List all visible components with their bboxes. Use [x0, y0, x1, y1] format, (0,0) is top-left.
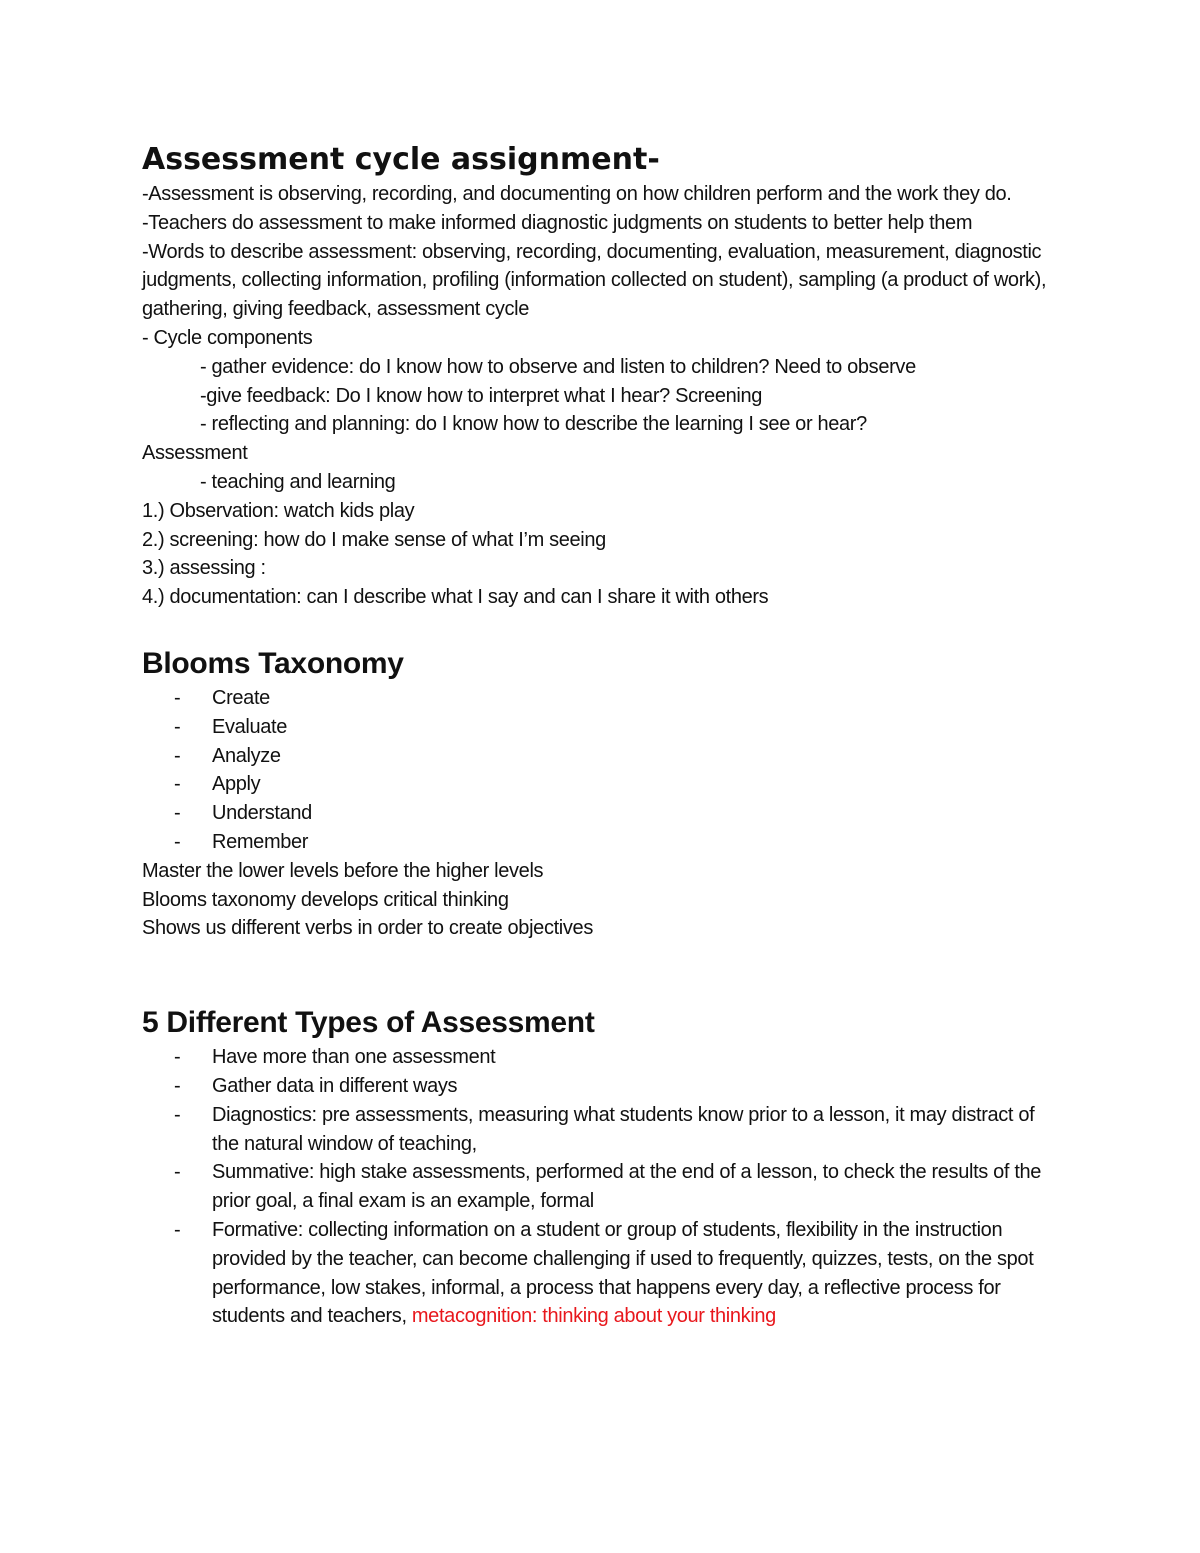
blooms-note-2: Blooms taxonomy develops critical thinking	[142, 888, 509, 911]
blooms-level-analyze: Analyze	[212, 744, 281, 767]
dash-marker: -	[174, 830, 181, 853]
numbered-item-4: 4.) documentation: can I describe what I say and can I share it with others	[142, 586, 769, 609]
list-item	[142, 713, 1060, 742]
types-heading: 5 Different Types of Assessment	[142, 1006, 595, 1040]
list-item	[142, 799, 1060, 828]
blooms-note-1: Master the lower levels before the higher levels	[142, 859, 544, 882]
list-item	[142, 1101, 1060, 1159]
blooms-heading: Blooms Taxonomy	[142, 646, 404, 680]
dash-marker: -	[174, 744, 181, 767]
cycle-component-teaching: - teaching and learning	[200, 470, 396, 493]
types-item-diagnostics: Diagnostics: pre assessments, measuring what students know prior to a lesson, it may distract of the natural window of teaching,	[212, 1103, 1035, 1155]
intro-paragraph-2: -Teachers do assessment to make informed diagnostic judgments on students to better help them	[142, 211, 973, 234]
blooms-note-3: Shows us different verbs in order to create objectives	[142, 917, 593, 940]
cycle-components-label: - Cycle components	[142, 326, 313, 349]
dash-marker: -	[174, 802, 181, 825]
dash-marker: -	[174, 1161, 181, 1184]
list-item	[142, 1216, 1060, 1331]
types-item-gather-data: Gather data in different ways	[212, 1074, 458, 1097]
list-item	[142, 770, 1060, 799]
dash-marker: -	[174, 1218, 181, 1241]
intro-paragraph-1: -Assessment is observing, recording, and documenting on how children perform and the work they do.	[142, 183, 1012, 205]
list-item	[142, 684, 1060, 713]
types-item-more-than-one: Have more than one assessment	[212, 1046, 496, 1069]
dash-marker: -	[174, 773, 181, 796]
list-item	[142, 828, 1060, 857]
cycle-component-gather: - gather evidence: do I know how to observe and listen to children? Need to observe	[200, 355, 916, 378]
dash-marker: -	[174, 1074, 181, 1097]
cycle-component-reflecting: - reflecting and planning: do I know how to describe the learning I see or hear?	[200, 413, 867, 436]
list-item	[142, 1158, 1060, 1216]
blooms-level-remember: Remember	[212, 830, 309, 853]
cycle-component-feedback: -give feedback: Do I know how to interpret what I hear? Screening	[200, 384, 763, 407]
intro-paragraph-3: -Words to describe assessment: observing, recording, documenting, evaluation, measurement, diagnostic judgments, collecting information, profiling (information collected on student), sampling (a product of work), gathering, giving feedback, assessment cycle	[142, 240, 1047, 321]
dash-marker: -	[174, 1103, 181, 1126]
numbered-item-1: 1.) Observation: watch kids play	[142, 499, 415, 522]
metacognition-highlight: metacognition: thinking about your thinking	[411, 1305, 776, 1328]
numbered-item-3: 3.) assessing :	[142, 557, 266, 580]
assessment-label: Assessment	[142, 442, 248, 465]
document-title: Assessment cycle assignment-	[142, 142, 660, 177]
types-item-summative: Summative: high stake assessments, performed at the end of a lesson, to check the results of the prior goal, a final exam is an example, formal	[212, 1161, 1042, 1213]
dash-marker: -	[174, 686, 181, 709]
list-item	[142, 742, 1060, 771]
list-item	[142, 1043, 1060, 1072]
types-list	[142, 1043, 1060, 1331]
blooms-level-evaluate: Evaluate	[212, 715, 288, 738]
blooms-level-understand: Understand	[212, 802, 312, 825]
blooms-levels-list	[142, 684, 1060, 857]
types-item-formative: Formative: collecting information on a student or group of students, flexibility in the instruction provided by the teacher, can become challenging if used to frequently, quizzes, tests, on the spot performance, low stakes, informal, a process that happens every day, a reflective process for students and teachers,	[212, 1218, 1034, 1328]
numbered-item-2: 2.) screening: how do I make sense of what I’m seeing	[142, 528, 606, 551]
list-item	[142, 1072, 1060, 1101]
dash-marker: -	[174, 715, 181, 738]
blooms-level-create: Create	[212, 686, 270, 709]
dash-marker: -	[174, 1046, 181, 1069]
blooms-level-apply: Apply	[212, 773, 261, 796]
